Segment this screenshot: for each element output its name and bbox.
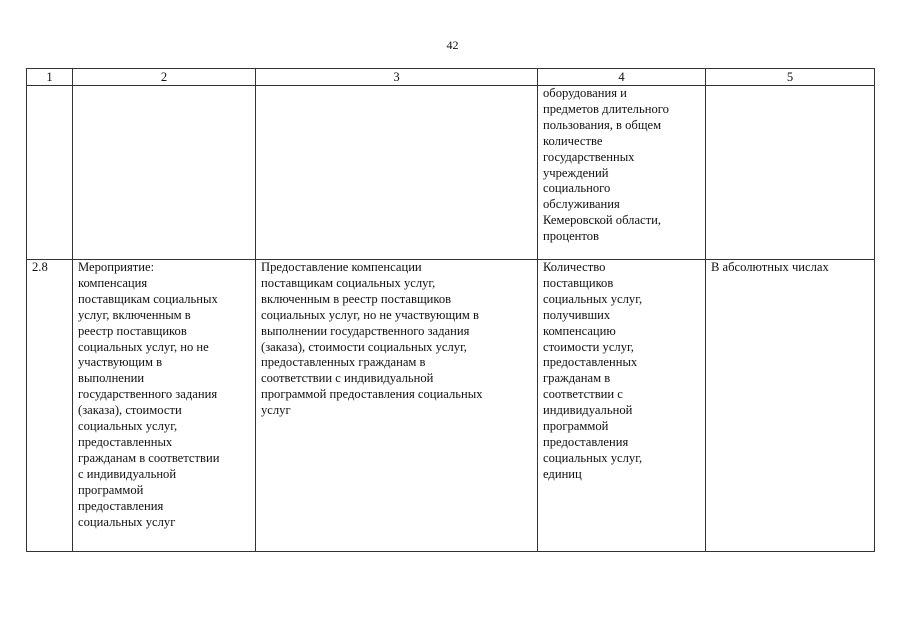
column-header-2: 2 bbox=[73, 69, 256, 86]
column-header-4: 4 bbox=[538, 69, 706, 86]
document-table bbox=[26, 68, 875, 552]
header-row bbox=[27, 69, 875, 86]
page-number: 42 bbox=[446, 38, 459, 52]
indicator-cell: Количество поставщиков социальных услуг, получивших компенсацию стоимости услуг, предоставленных гражданам в соответствии с индивидуальной программой предоставления социальных услуг, единиц bbox=[538, 260, 706, 552]
unit-cell: В абсолютных числах bbox=[706, 260, 875, 552]
unit-cell bbox=[706, 86, 875, 260]
measure-cell bbox=[73, 86, 256, 260]
table-row bbox=[27, 86, 875, 260]
indicator-cell: оборудования и предметов длительного пользования, в общем количестве государственных учреждений социального обслуживания Кемеровской области, процентов bbox=[538, 86, 706, 260]
description-cell bbox=[256, 86, 538, 260]
column-header-1: 1 bbox=[27, 69, 73, 86]
column-header-5: 5 bbox=[706, 69, 875, 86]
row-number-cell: 2.8 bbox=[27, 260, 73, 552]
measure-cell: Мероприятие: компенсация поставщикам социальных услуг, включенным в реестр поставщиков социальных услуг, но не участвующим в выполнении государственного задания (заказа), стоимости социальных услуг, предоставленных гражданам в соответствии с индивидуальной программой предоставления социальных услуг bbox=[73, 260, 256, 552]
column-header-3: 3 bbox=[256, 69, 538, 86]
table-row bbox=[27, 260, 875, 552]
description-cell: Предоставление компенсации поставщикам социальных услуг, включенным в реестр поставщиков социальных услуг, но не участвующим в выполнении государственного задания (заказа), стоимости социальных услуг, предоставленных гражданам в соответствии с индивидуальной программой предоставления социальных услуг bbox=[256, 260, 538, 552]
row-number-cell bbox=[27, 86, 73, 260]
